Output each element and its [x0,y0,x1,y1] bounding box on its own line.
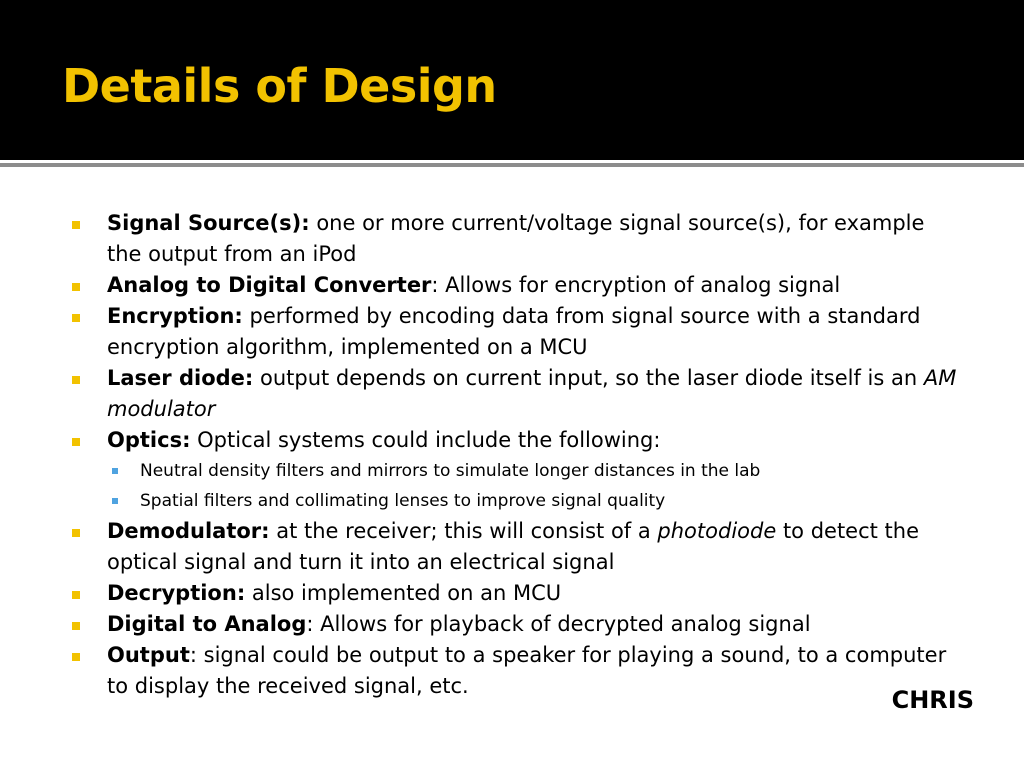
bullet-label: Encryption: [107,304,243,328]
sub-bullet-spatial-filters [72,486,962,516]
sub-bullet-text: Neutral density filters and mirrors to simulate longer distances in the lab [140,461,761,481]
bullet-label: Optics: [107,428,191,452]
bullet-signal-source [72,208,962,270]
bullet-text: : signal could be output to a speaker for playing a sound, to a computer to display the received signal, etc. [107,643,947,698]
bullet-label: Analog to Digital Converter [107,273,432,297]
bullet-label: Demodulator: [107,519,270,543]
sub-bullet-text: Spatial filters and collimating lenses to improve signal quality [140,491,666,511]
bullet-dac [72,609,962,640]
bullet-label: Laser diode: [107,366,254,390]
square-bullet-icon [72,314,80,322]
bullet-text: : Allows for encryption of analog signal [431,273,841,297]
bullet-text: performed by encoding data from signal source with a standard encryption algorithm, implemented on a MCU [107,304,921,359]
bullet-label: Output [107,643,190,667]
header-divider-gray [0,163,1024,167]
bullet-text: output depends on current input, so the laser diode itself is an [253,366,924,390]
bullet-label: Decryption: [107,581,246,605]
bullet-text: Optical systems could include the following: [190,428,661,452]
bullet-italic-term: photodiode [657,519,777,543]
bullet-demodulator [72,516,962,578]
square-bullet-icon [72,221,80,229]
sub-bullet-nd-filters [72,456,962,486]
slide-body [72,208,962,702]
bullet-text: one or more current/voltage signal source(s), for example the output from an iPod [107,211,925,266]
bullet-text: also implemented on an MCU [245,581,562,605]
bullet-label: Signal Source(s): [107,211,310,235]
square-bullet-icon [72,591,80,599]
bullet-optics [72,425,962,456]
square-bullet-icon [72,529,80,537]
square-bullet-icon [72,653,80,661]
slide-title: Details of Design [62,59,497,113]
bullet-decryption [72,578,962,609]
square-bullet-icon [72,622,80,630]
title-bar [0,0,1024,160]
square-sub-bullet-icon [112,498,118,504]
square-bullet-icon [72,438,80,446]
bullet-text: : Allows for playback of decrypted analog signal [306,612,811,636]
square-bullet-icon [72,283,80,291]
bullet-text: at the receiver; this will consist of a [269,519,658,543]
bullet-list [72,208,962,702]
author-signature: CHRIS [891,686,974,714]
bullet-adc [72,270,962,301]
bullet-encryption [72,301,962,363]
bullet-output [72,640,962,702]
bullet-label: Digital to Analog [107,612,307,636]
square-bullet-icon [72,376,80,384]
bullet-laser-diode [72,363,962,425]
bullet-italic-term: AM modulator [107,366,957,421]
bullet-text-after: to detect the optical signal and turn it into an electrical signal [107,519,920,574]
square-sub-bullet-icon [112,468,118,474]
